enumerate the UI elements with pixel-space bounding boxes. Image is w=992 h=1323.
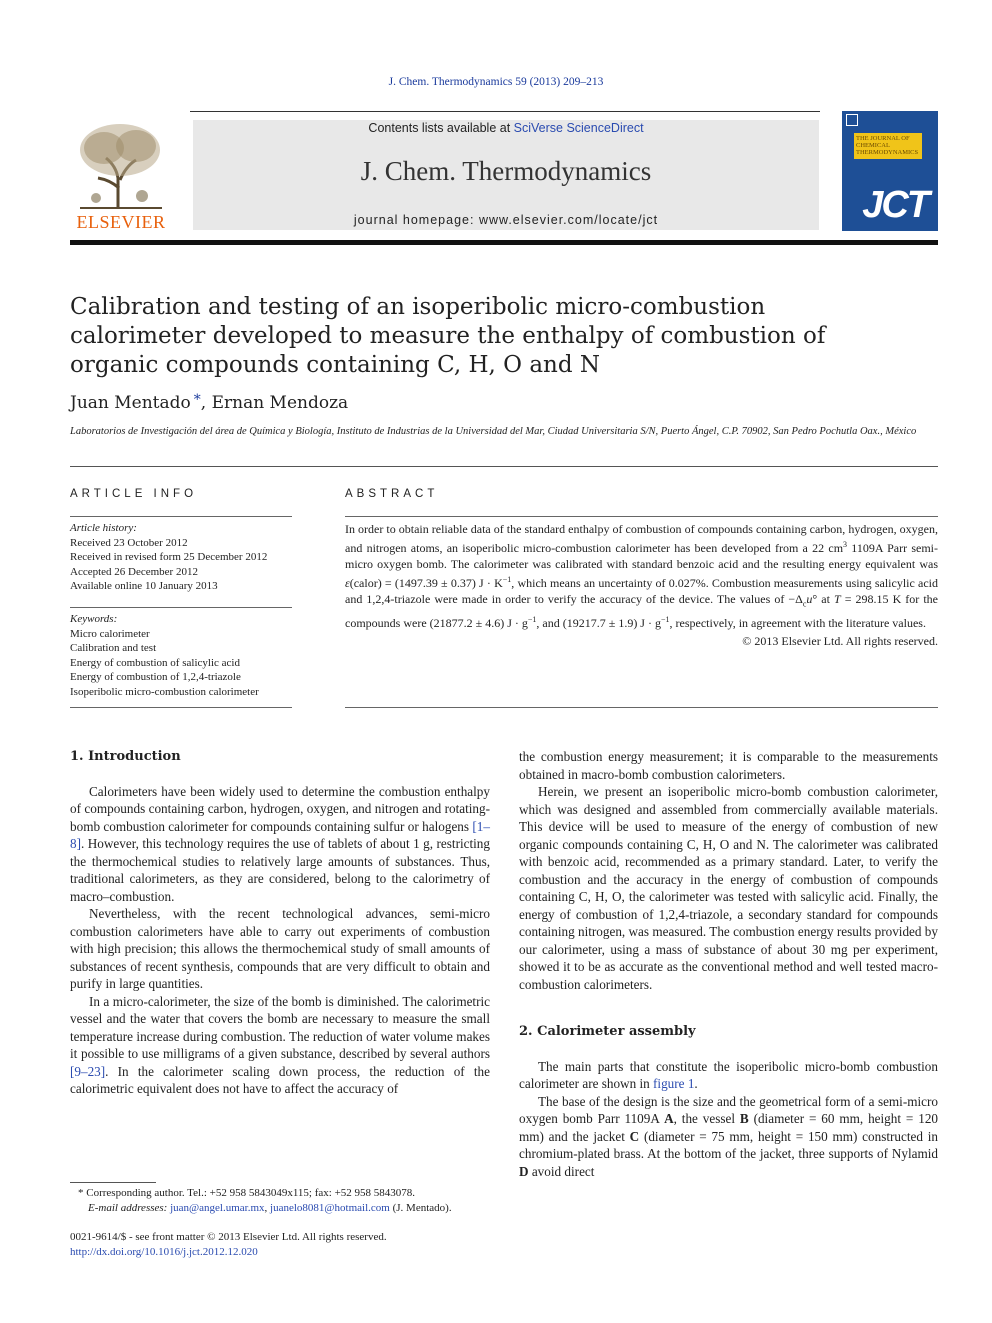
abstract-segment: , respectively, in agreement with the literature values. bbox=[669, 616, 926, 631]
article-info-heading: ARTICLE INFO bbox=[70, 488, 198, 500]
abstract-heading: ABSTRACT bbox=[345, 488, 439, 500]
abstract-segment: (calor) = (1497.39 ± 0.37) J · K bbox=[349, 576, 503, 590]
history-label: Article history: bbox=[70, 522, 137, 534]
contents-line bbox=[193, 121, 819, 135]
article-history bbox=[70, 521, 295, 594]
front-matter bbox=[70, 1230, 387, 1259]
abstract-symbol: ε bbox=[345, 576, 350, 590]
body-right-column bbox=[519, 748, 938, 1180]
text-segment: . In the calorimeter scaling down process, the reduction of the calorimetric equivalent does not have to affect the accuracy of bbox=[70, 1063, 490, 1096]
corresponding-author-note: * Corresponding author. Tel.: +52 958 5843049x115; fax: +52 958 5843078. bbox=[78, 1187, 416, 1199]
keyword: Calibration and test bbox=[70, 642, 157, 654]
abstract-segment: 1109A Parr semi-micro oxygen bomb. The calorimeter was calibrated with standard benzoic acid and the resulting energy equivalent was bbox=[345, 541, 938, 571]
divider bbox=[70, 516, 292, 517]
text-segment: avoid direct bbox=[528, 1163, 595, 1179]
cover-emblem-icon bbox=[846, 114, 858, 126]
divider bbox=[70, 607, 292, 608]
elsevier-logo[interactable] bbox=[70, 118, 172, 232]
paragraph bbox=[70, 993, 490, 1098]
history-item: Accepted 26 December 2012 bbox=[70, 565, 198, 578]
body-left-column bbox=[70, 748, 490, 1098]
copyright: © 2013 Elsevier Ltd. All rights reserved. bbox=[742, 634, 938, 648]
label-bold: A bbox=[664, 1111, 674, 1126]
author-list bbox=[70, 392, 348, 413]
text-segment: The base of the design is the size and the geometrical form of a semi-micro oxygen bomb Parr 1109A bbox=[519, 1093, 938, 1126]
abstract-superscript: −1 bbox=[660, 615, 670, 625]
text-segment: Calorimeters have been widely used to determine the combustion enthalpy of compounds containing carbon, hydrogen, oxygen, and nitrogen and rotating-bomb combustion calorimeter for compounds containing sulfur or halogens bbox=[70, 783, 490, 834]
history-item: Received in revised form 25 December 2012 bbox=[70, 551, 268, 563]
footnote-rule bbox=[70, 1182, 156, 1183]
text-segment: . However, this technology requires the use of tablets of about 1 g, restricting the thermochemical studies to relatively large amounts of substances. Thus, traditional calorimeters, as they are considered, belong to the calorimetry of macro–combustion. bbox=[70, 836, 490, 904]
paragraph: Nevertheless, with the recent technological advances, semi-micro combustion calorimeters have able to carry out experiments of combustion with high precision; this allows the thermochemical study of small amounts of substances of recent synthesis, compounds that are very difficult to obtain and purify in large quantities. bbox=[70, 906, 490, 991]
journal-cover[interactable] bbox=[842, 111, 938, 231]
keyword: Isoperibolic micro-combustion calorimeter bbox=[70, 685, 259, 698]
contents-prefix: Contents lists available at bbox=[368, 121, 514, 135]
abstract-subscript: c bbox=[802, 599, 807, 609]
abstract-text bbox=[345, 521, 938, 631]
text-segment: , the vessel bbox=[673, 1111, 740, 1126]
divider bbox=[345, 516, 938, 517]
keywords-label: Keywords: bbox=[70, 613, 118, 625]
section-heading: 1. Introduction bbox=[70, 749, 181, 764]
email-label: E-mail addresses: bbox=[88, 1202, 171, 1214]
abstract-segment: , and (19217.7 ± 1.9) J · g bbox=[536, 616, 661, 631]
section-heading: 2. Calorimeter assembly bbox=[519, 1024, 696, 1039]
paragraph bbox=[519, 1058, 938, 1093]
footnote bbox=[70, 1186, 490, 1216]
abstract-segment: In order to obtain reliable data of the standard enthalpy of combustion of compounds containing carbon, hydrogen, oxygen, and nitrogen atoms, an isoperibolic micro-combustion calorimeter has been developed from a 22 cm bbox=[345, 522, 938, 555]
label-bold: C bbox=[629, 1128, 640, 1144]
history-item: Available online 10 January 2013 bbox=[70, 580, 218, 592]
affiliation: Laboratorios de Investigación del área de Química y Biología, Instituto de Industrias de la Universidad del Mar, Ciudad Universitaria S/N, Puerto Ángel, C.P. 70902, San Pedro Pochutla Oax., México bbox=[70, 426, 917, 437]
abstract-symbol: T bbox=[833, 592, 841, 606]
paragraph: the combustion energy measurement; it is comparable to the measurements obtained in macro-bomb combustion calorimeters. bbox=[519, 749, 938, 782]
corresponding-author-mark[interactable]: * bbox=[193, 392, 201, 408]
keywords bbox=[70, 612, 295, 699]
abstract-superscript: −1 bbox=[502, 575, 512, 584]
divider bbox=[70, 707, 292, 708]
journal-homepage bbox=[193, 213, 819, 227]
text-segment: In a micro-calorimeter, the size of the bomb is diminished. The calorimetric vessel and the water that covers the bomb are necessary to measure the small temperature increase during combustion. The reduction of water volume makes it possible to use milligrams of a given substance, described by several authors bbox=[70, 993, 490, 1061]
paragraph: Herein, we present an isoperibolic micro-bomb combustion calorimeter, which was designed and assembled from commercially available materials. This device will be used to measure of the energy of combustion of new organic compounds containing C, H, O and N. The calorimeter was calibrated with benzoic acid, recommended as a primary standard. Later, to verify the combustion and the accuracy in the energy of combustion of compounds containing C, H, O, the calorimeter was tested with salicylic acid. Finally, the energy of combustion of 1,2,4-triazole, a secondary standard for compounds containing nitrogen, was measured. The combustion energy results provided by our calorimeter, using a mass of substance of about 30 mg per experiment, showed it to be as accurate as the conventional method and well tested macro-combustion calorimeters. bbox=[519, 784, 938, 992]
abstract-segment: = 298.15 K for the compounds were (21877.2 ± 4.6) J · g bbox=[345, 592, 938, 631]
text-segment: The main parts that constitute the isoperibolic micro-bomb combustion calorimeter are shown in bbox=[519, 1058, 938, 1091]
abstract-symbol: u bbox=[806, 592, 813, 606]
email-separator: , bbox=[264, 1202, 271, 1214]
homepage-prefix: journal homepage: bbox=[353, 213, 479, 227]
header-thick-rule bbox=[70, 240, 938, 245]
email-suffix: (J. Mentado). bbox=[389, 1202, 452, 1214]
figure-link[interactable]: figure 1 bbox=[653, 1076, 695, 1091]
sciencedirect-link[interactable]: SciVerse ScienceDirect bbox=[513, 121, 644, 135]
paragraph bbox=[70, 783, 490, 906]
divider bbox=[345, 707, 938, 708]
email-line bbox=[70, 1201, 490, 1216]
cover-title: THE JOURNAL OF CHEMICAL THERMODYNAMICS bbox=[854, 133, 922, 159]
keyword: Energy of combustion of salicylic acid bbox=[70, 656, 240, 669]
article-title: Calibration and testing of an isoperibolic micro-combustion calorimeter developed to measure the enthalpy of combustion of organic compounds containing C, H, O and N bbox=[70, 294, 826, 378]
journal-citation[interactable]: J. Chem. Thermodynamics 59 (2013) 209–213 bbox=[388, 76, 604, 88]
issn-line: 0021-9614/$ - see front matter © 2013 Elsevier Ltd. All rights reserved. bbox=[70, 1231, 387, 1243]
label-bold: B bbox=[739, 1111, 749, 1126]
history-item: Received 23 October 2012 bbox=[70, 536, 188, 549]
abstract-superscript: 3 bbox=[843, 540, 848, 549]
doi-link[interactable]: http://dx.doi.org/10.1016/j.jct.2012.12.020 bbox=[70, 1245, 258, 1258]
author-name[interactable]: Juan Mentado bbox=[70, 393, 191, 413]
divider bbox=[70, 466, 938, 467]
text-segment: . bbox=[694, 1076, 698, 1091]
cover-logo: JCT bbox=[862, 184, 928, 226]
author-name[interactable]: Ernan Mendoza bbox=[211, 393, 349, 413]
text-segment: (diameter = 60 mm, height = 120 mm) and the jacket bbox=[519, 1111, 939, 1144]
abstract-segment: , which means an uncertainty of 0.027%. Combustion measurements using salicylic acid and 1,2,4-triazole were made in order to verify the accuracy of the device. The values of −Δ bbox=[345, 576, 938, 606]
header-rule bbox=[190, 111, 820, 112]
author-separator: , bbox=[200, 393, 212, 413]
paragraph bbox=[519, 1093, 938, 1181]
reference-link[interactable]: [9–23] bbox=[70, 1063, 106, 1079]
keyword: Energy of combustion of 1,2,4-triazole bbox=[70, 671, 241, 683]
label-bold: D bbox=[519, 1163, 529, 1179]
abstract-segment: ° at bbox=[812, 592, 834, 606]
homepage-link[interactable]: www.elsevier.com/locate/jct bbox=[478, 213, 659, 227]
reference-link[interactable]: [1–8] bbox=[70, 818, 490, 851]
abstract-superscript: −1 bbox=[527, 615, 537, 625]
text-segment: (diameter = 75 mm, height = 150 mm) constructed in chromium-plated brass. At the bottom of the jacket, three supports of Nylamid bbox=[519, 1128, 938, 1161]
email-link[interactable]: juan@angel.umar.mx bbox=[170, 1202, 265, 1214]
keyword: Micro calorimeter bbox=[70, 627, 150, 640]
journal-title: J. Chem. Thermodynamics bbox=[360, 156, 652, 186]
elsevier-wordmark: ELSEVIER bbox=[76, 212, 166, 232]
email-link[interactable]: juanelo8081@hotmail.com bbox=[270, 1202, 390, 1214]
